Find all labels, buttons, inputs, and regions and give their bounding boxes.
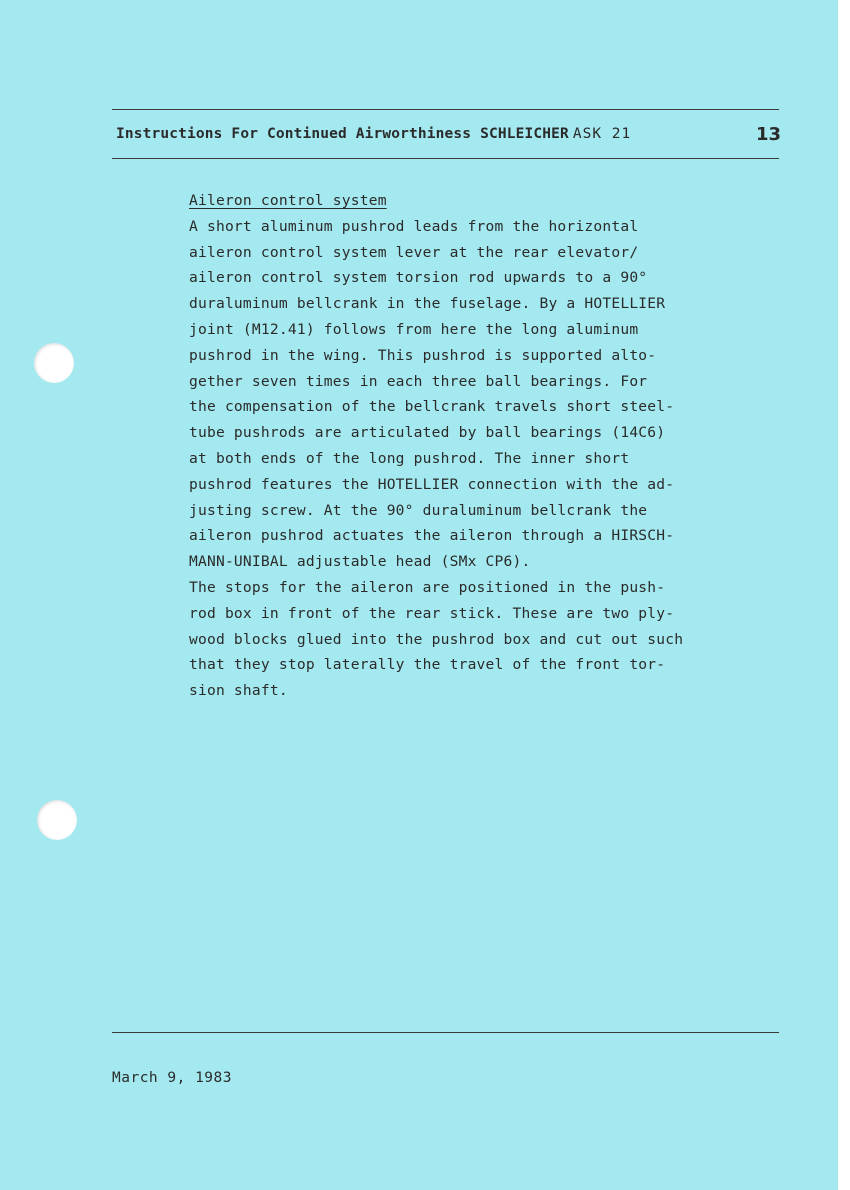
footer-date: March 9, 1983 [112,1070,232,1086]
body-line: at both ends of the long pushrod. The inner short [189,449,630,467]
header-title: Instructions For Continued Airworthiness SCHLEICHER [116,126,569,142]
page-edge [838,0,850,1190]
body-line: duraluminum bellcrank in the fuselage. By a HOTELLIER [189,295,666,313]
body-line: A short aluminum pushrod leads from the horizontal [189,217,639,235]
body-line: tube pushrods are articulated by ball bearings (14C6) [189,424,666,442]
binder-hole-bottom [37,800,77,840]
header-rule-top [112,109,779,110]
body-line: sion shaft. [189,682,288,700]
body-line: joint (M12.41) follows from here the long aluminum [189,320,639,338]
body-line: aileron control system torsion rod upwards to a 90° [189,269,648,287]
body-line: The stops for the aileron are positioned in the push- [189,578,666,596]
body-line: that they stop laterally the travel of the front tor- [189,656,666,674]
body-line: rod box in front of the rear stick. These are two ply- [189,604,675,622]
body-line: aileron pushrod actuates the aileron through a HIRSCH- [189,527,675,545]
page-header [116,126,784,150]
body-line: wood blocks glued into the pushrod box and cut out such [189,630,684,648]
body-text [189,214,781,704]
body-line: pushrod in the wing. This pushrod is supported alto- [189,346,657,364]
body-line: aileron control system lever at the rear elevator/ [189,243,639,261]
footer-rule [112,1032,779,1033]
header-model: ASK 21 [572,126,632,142]
body-line: justing screw. At the 90° duraluminum bellcrank the [189,501,648,519]
section-heading: Aileron control system [189,192,387,209]
body-line: pushrod features the HOTELLIER connection with the ad- [189,475,675,493]
body-line: gether seven times in each three ball bearings. For [189,372,648,390]
body-line: the compensation of the bellcrank travels short steel- [189,398,675,416]
binder-hole-top [34,343,74,383]
page-number: 13 [755,124,781,145]
body-line: MANN-UNIBAL adjustable head (SMx CP6). [189,553,531,571]
header-rule-bottom [112,158,779,159]
section-body [189,188,781,704]
